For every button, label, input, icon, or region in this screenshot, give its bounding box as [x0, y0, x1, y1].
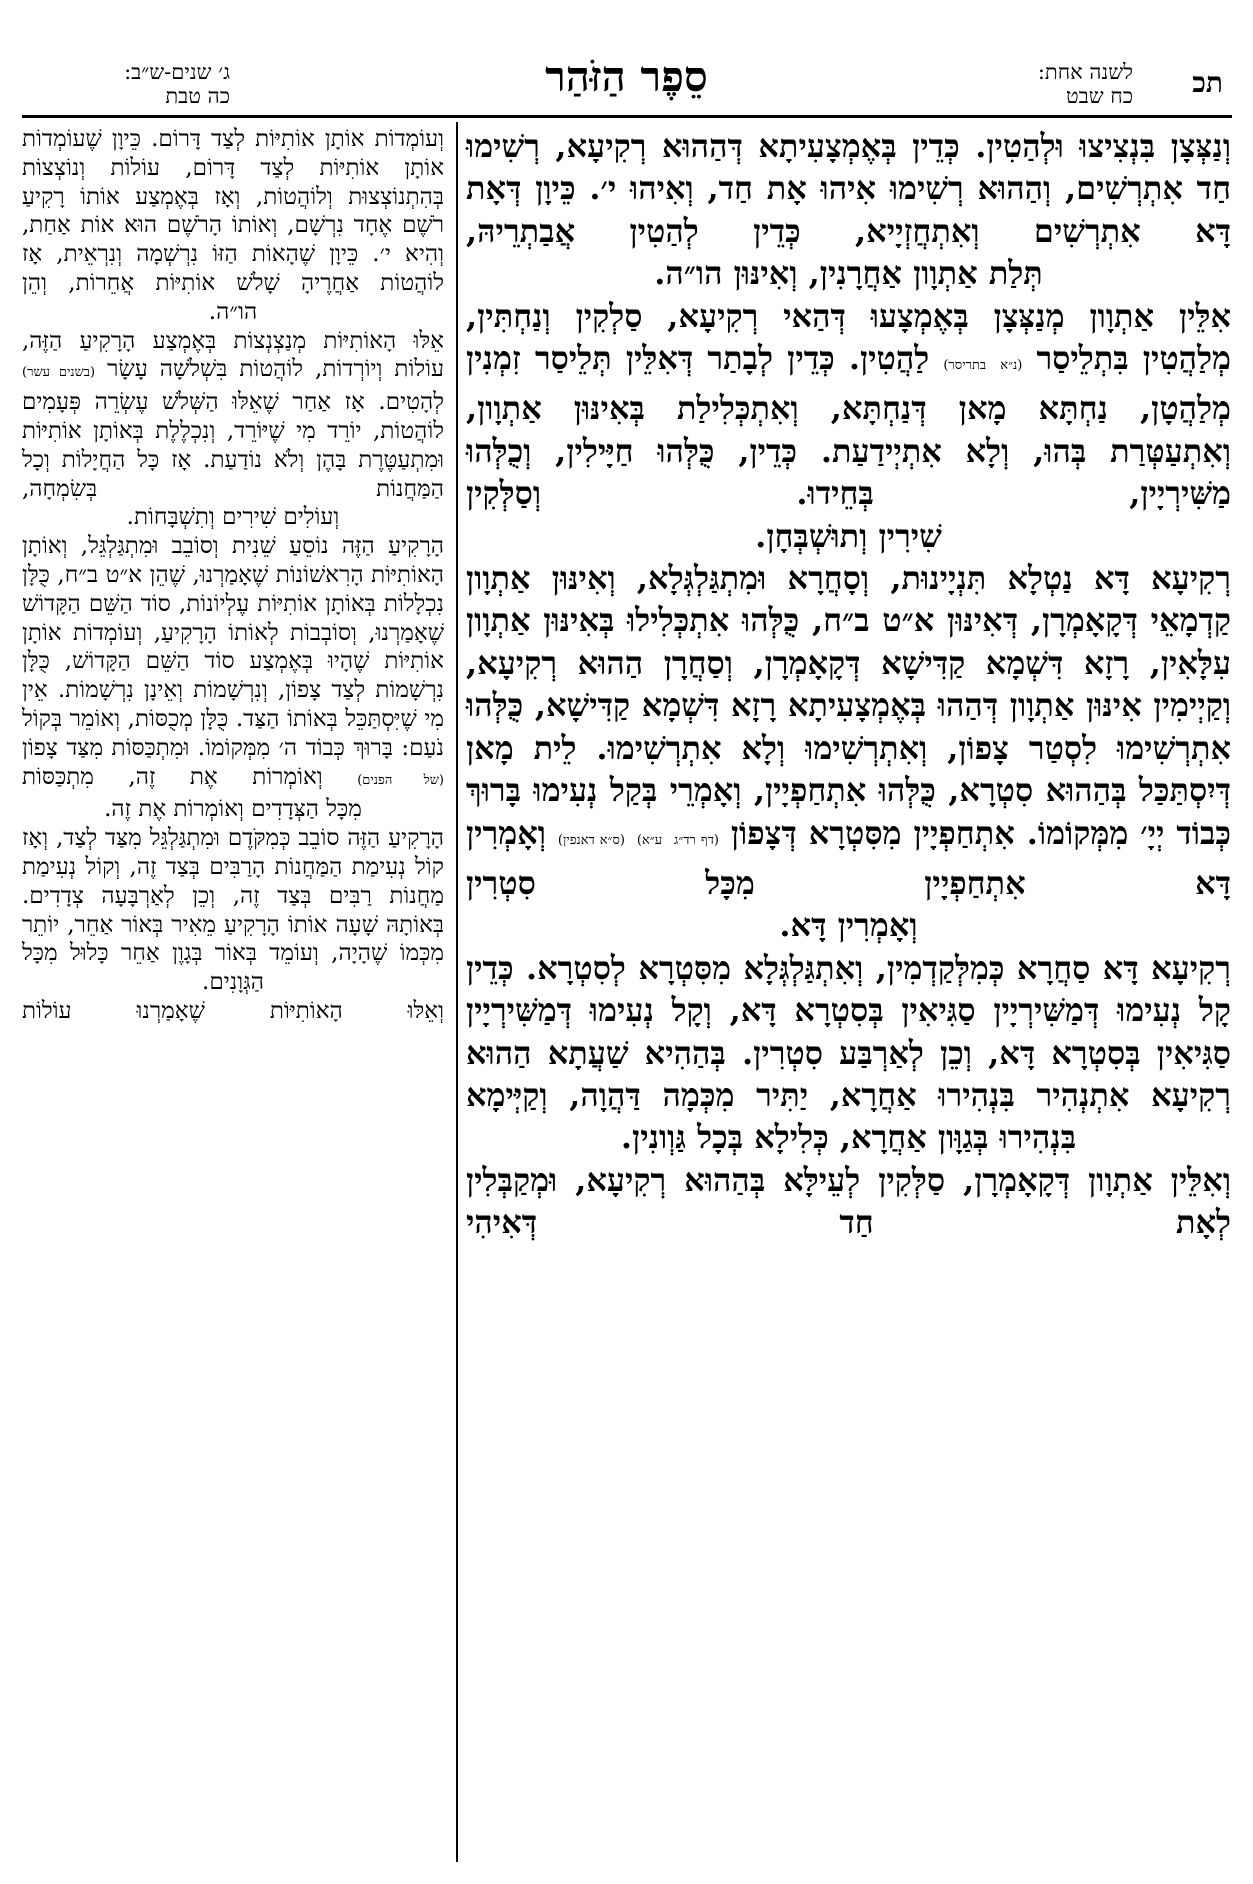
main-paragraph-1-end: תְּלַת אַתְוָון אַחֲרָנִין, וְאִינּוּן הו״ה.	[654, 254, 1043, 293]
hebrew-translation-column	[22, 125, 444, 1026]
book-title: סֵפֶר הַזֹּהַר	[545, 52, 708, 101]
side-paragraph-2: אֵלּוּ הָאוֹתִיּוֹת מְנַצְנְצוֹת בְּאֶמְצַע הָרָקִיעַ הַזֶּה, עוֹלוֹת וְיוֹרְדוֹת, לוֹהֲטוֹת בִּשְׁלֹשָׁה עָשָׂר (בשנים עשר) לְהָטִים. אָז אַחַר שֶׁאֵלּוּ הַשְּׁלֹשׁ עֶשְׂרֵה פְּעָמִים לוֹהֲטוֹת, יוֹרֵד מִי שֶׁיּוֹרֵד, וְנִכְלֶלֶת בְּאוֹתָן אוֹתִיּוֹת וּמִתְעַטֶּרֶת בָּהֶן וְלֹא נוֹדַעַת. אָז כָּל הַחֲיָלוֹת וְכָל הַמַּחֲנוֹת בְּשִׂמְחָה,	[22, 327, 444, 502]
page-header	[0, 0, 1253, 120]
header-right-line2: כח שבט	[1065, 84, 1133, 108]
main-paragraph-3-end: וְאָמְרִין דָּא.	[779, 906, 918, 945]
main-paragraph-3: רְקִיעָא דָּא נַטְלָא תִּנְיָינוּת, וְסָחֲרָא וּמִתְגַּלְגְּלָא, וְאִינּוּן אַתְוָון קַדְמָאֵי דְּקָאָמְרָן, דְּאִינּוּן א״ט ב״ח, כֻּלְּהוּ אִתְכְּלִילוּ בְּאִינּוּן אַתְוָון עִלָּאִין, רָזָא דִּשְׁמָא קַדִּישָׁא דְּקָאָמְרָן, וְסַחֲרָן הַהוּא רְקִיעָא, וְקַיְימִין אִינּוּן אַתְוָון דְּהַהוּ בְּאֶמְצָעִיתָא רָזָא דִּשְׁמָא קַדִּישָׁא, כֻּלְּהוּ אִתְרְשִׁימוּ לִסְטַר צָפוֹן, וְאִתְרְשִׁימוּ וְלָא אִתְרְשִׁימוּ. לֵית מָאן דְּיִסְתַּכַּל בְּהַהוּא סִטְרָא, כֻּלְּהוּ אִתְחַפְיָין, וְאָמְרֵי בְּקַל נְעִימוּ בָּרוּךְ כְּבוֹד יְיָ׳ מִמְּקוֹמוֹ. אִתְחַפְיָין מִסִּטְרָא דְּצָפוֹן (דף רד״ג ע״א) (ס״א דאנפין) וְאָמְרִין דָּא אִתְחַפְיָין מִכָּל סִטְרִין	[466, 559, 1232, 902]
variant-note: (של הפנים)	[357, 772, 444, 788]
page-reference-note: ע״א)	[636, 832, 663, 848]
variant-note: (נ״א	[1000, 358, 1023, 374]
aramaic-text-column	[466, 125, 1231, 1244]
page-number: תכ	[1192, 66, 1223, 99]
header-left-line1: ג׳ שנים-ש״ב:	[124, 60, 230, 84]
side-paragraph-1-end: הו״ה.	[208, 298, 258, 325]
header-left-line2: כה טבת	[165, 84, 230, 108]
main-paragraph-2-end: שִׁירִין וְתוּשְׁבְּחָן.	[755, 516, 942, 555]
side-paragraph-5: וְאֵלּוּ הָאוֹתִיּוֹת שֶׁאָמַרְנוּ עוֹלוֹת	[22, 997, 444, 1024]
main-paragraph-5: וְאִלֵּין אַתְוָון דְּקָאָמְרָן, סַלְּקִין לְעֵילָּא בְּהַהוּא רְקִיעָא, וּמְקַבְּלִין לְאָת חַד דְּאִיהִי	[466, 1160, 1231, 1242]
main-paragraph-4-end: בִּנְהִירוּ בְּגַוָּון אַחֲרָא, כְּלִילָא בְּכָל גַּוְונִין.	[620, 1118, 1077, 1157]
header-rule	[22, 115, 1232, 118]
main-paragraph-1: וְנַצְּצָן בִּנְצִיצוּ וּלְהַטִין. כְּדֵין בְּאֶמְצָעִיתָא דְּהַהוּא רְקִיעָא, רְשִׁימוּ חַד אִתְרְשִׁים, וְהַהוּא רְשִׁימוּ אִיהוּ אָת חַד, וְאִיהוּ י׳. כֵּיוָן דְּאָת דָּא אִתְרְשִׁים וְאִתְחֲזְיָיא, כְּדֵין לְהַטִין אֲבַתְרֵיהּ,	[466, 127, 1232, 250]
header-left-info	[30, 60, 230, 108]
side-paragraph-3-end: מִכָּל הַצְּדָדִים וְאוֹמְרוֹת אֶת זֶה.	[104, 796, 362, 823]
side-paragraph-4: הָרָקִיעַ הַזֶּה סוֹבֵב כְּמִקֹּדֶם וּמִתְגַּלְגֵּל מִצַּד לְצַד, וְאָז קוֹל נְעִימַת הַמַּחֲנוֹת הָרַבִּים בְּצַד זֶה, וְקוֹל נְעִימַת מַחֲנוֹת רַבִּים בְּצַד זֶה, וְכֵן לְאַרְבָּעָה צְדָדִים. בְּאוֹתָהּ שָׁעָה אוֹתוֹ הָרָקִיעַ מֵאִיר בְּאוֹר אַחֵר, יוֹתֵר מִכְּמוֹ שֶׁהָיָה, וְעוֹמֵד בְּאוֹר בְּגָוֶן אַחֵר כָּלוּל מִכָּל	[22, 825, 444, 967]
side-paragraph-2-end: וְעוֹלִים שִׁירִים וְתִשְׁבָּחוֹת.	[126, 504, 340, 531]
column-divider	[456, 122, 458, 1862]
variant-note: בתריסר)	[943, 358, 987, 374]
main-paragraph-2: אִלֵּין אַתְוָון מְנַצְּצָן בְּאֶמְצָעוּ דְּהַאי רְקִיעָא, סַלְקִין וְנַחְתִּין, מְלַהֲטִין בִּתְלֵיסַר (נ״א בתריסר) לַהֲטִין. כְּדֵין לְבָתַר דְּאִלֵּין תְּלֵיסַר זִמְנִין מְלַהֲטָן, נַחְתָּא מָאן דְּנַחְתָּא, וְאִתְכְּלִילַת בְּאִינּוּן אַתְוָון, וְאִתְעַטְּרַת בְּהוּ, וְלָא אִתְיְידַעַת. כְּדֵין, כֻּלְּהוּ חַיָּילִין, וְכֻלְּהוּ מַשִּׁירְיָין, בְּחֵידוּ. וְסַלְּקִין	[466, 296, 1231, 513]
side-paragraph-3: הָרָקִיעַ הַזֶּה נוֹסֵעַ שֵׁנִית וְסוֹבֵב וּמִתְגַּלְגֵּל, וְאוֹתָן הָאוֹתִיּוֹת הָרִאשׁוֹנוֹת שֶׁאָמַרְנוּ, שֶׁהֵן א״ט ב״ח, כֻּלָּן נִכְלָלוֹת בְּאוֹתָן אוֹתִיּוֹת עֶלְיוֹנוֹת, סוֹד הַשֵּׁם הַקָּדוֹשׁ שֶׁאָמַרְנוּ, וְסוֹבְבוֹת לְאוֹתוֹ הָרָקִיעַ, וְעוֹמְדוֹת אוֹתָן אוֹתִיּוֹת שֶׁהָיוּ בְּאֶמְצַע סוֹד הַשֵּׁם הַקָּדוֹשׁ, כֻּלָּן נִרְשָׁמוֹת לְצַד צָפוֹן, וְנִרְשָׁמוֹת וְאֵינָן נִרְשָׁמוֹת. אֵין מִי שֶׁיִּסְתַּכֵּל בְּאוֹתוֹ הַצַּד. כֻּלָּן מְכֻסּוֹת, וְאוֹמֵר בְּקוֹל נֹעַם: בָּרוּךְ כְּבוֹד ה׳ מִמְּקוֹמוֹ. וּמִתְכַּסּוֹת מִצַּד צָפוֹן (של הפנים) וְאוֹמְרוֹת אֶת זֶה, מִתְכַּסּוֹת	[22, 533, 444, 790]
page-reference-note: (דף רד״ג	[674, 832, 719, 848]
variant-note: (בשנים עשר)	[22, 365, 96, 381]
variant-note: (ס״א דאנפין)	[557, 832, 625, 848]
side-paragraph-1: וְעוֹמְדוֹת אוֹתָן אוֹתִיּוֹת לְצַד דָּרוֹם. כֵּיוָן שֶׁעוֹמְדוֹת אוֹתָן אוֹתִיּוֹת לְצַד דָּרוֹם, עוֹלוֹת וְנוֹצְצוֹת בְּהִתְנוֹצְצוּת וְלוֹהֲטוֹת, וְאָז בְּאֶמְצַע אוֹתוֹ רָקִיעַ רֹשֶׁם אֶחָד נִרְשָׁם, וְאוֹתוֹ הָרֹשֶׁם הוּא אוֹת אַחַת, וְהִיא י׳. כֵּיוָן שֶׁהָאוֹת הַזּוֹ נִרְשְׁמָה וְנִרְאֵית, אָז לוֹהֲטוֹת אַחֲרֶיהָ שָׁלֹשׁ אוֹתִיּוֹת אֲחֵרוֹת, וְהֵן	[22, 126, 444, 296]
side-paragraph-4-end: הַגְּוָנִים.	[202, 969, 264, 996]
header-right-line1: לשנה אחת:	[1037, 60, 1133, 84]
main-paragraph-4: רְקִיעָא דָּא סַחֲרָא כְּמִלְּקַדְמִין, וְאִתְגַּלְגְּלָא מִסִּטְרָא לְסִטְרָא. כְּדֵין קָל נְעִימוּ דְּמַשִּׁירְיָין סַגִּיאִין בְּסִטְרָא דָּא, וְקָל נְעִימוּ דְּמַשִּׁירְיָין סַגִּיאִין בְּסִטְרָא דָּא, וְכֵן לְאַרְבַּע סִטְרִין. בְּהַהִיא שַׁעֲתָא הַהוּא רְקִיעָא אִתְנְהִיר בִּנְהִירוּ אַחֲרָא, יַתִּיר מִכְּמָה דַּהֲוָה, וְקַיְּימָא	[466, 948, 1231, 1114]
